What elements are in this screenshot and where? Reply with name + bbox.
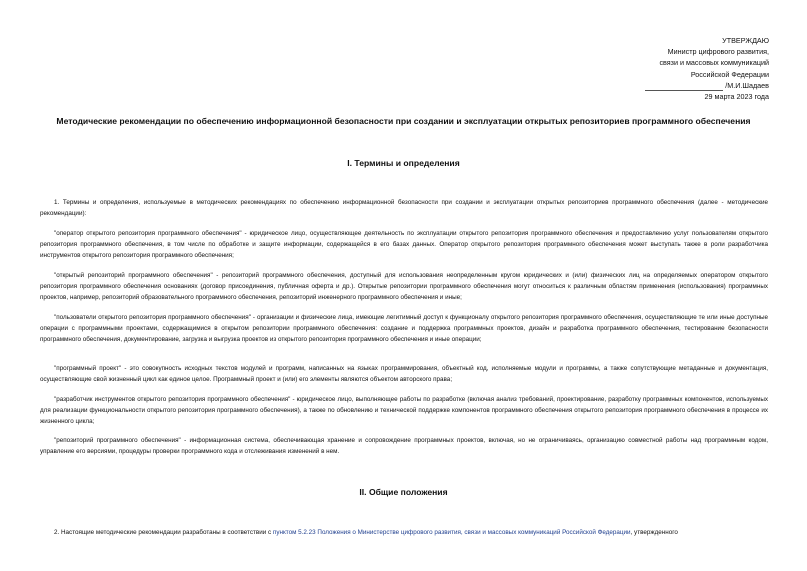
section-1-paragraph-2: "оператор открытого репозитория программного обеспечения" - юридическое лицо, осуществляющее деятельность по эксплуатации открытого репозитория программного обеспечения и предоставлению услуг пользователям открытого репозитория программного обеспечения, в том числе по обработке и защите информации, содержащейся в его базах данных. Оператор открытого репозитория программного обеспечения может выступать также в роли разработчика инструментов открытого репозитория программного обеспечения; <box>40 230 768 260</box>
legal-reference-link[interactable]: пунктом 5.2.23 Положения о Министерстве цифрового развития, связи и массовых коммуникаций Российской Федерации <box>272 529 631 536</box>
approval-position-line-1: Министр цифрового развития, <box>667 47 769 57</box>
section-2-heading: II. Общие положения <box>359 487 448 497</box>
approval-title: УТВЕРЖДАЮ <box>722 36 769 45</box>
section-1-paragraph-5: "программный проект" - это совокупность исходных текстов модулей и программ, написанных на языках программирования, объектный код, исполняемые модули и программы, а также сопутствующие метаданные и документация, осуществляющие свой жизненный цикл как единое целое. Программный проект и (или) его элементы являются объектом авторского права; <box>40 365 768 384</box>
section-2-paragraph-1-start: 2. Настоящие методические рекомендации разработаны в соответствии с <box>54 529 273 536</box>
approval-position-line-3: Российской Федерации <box>690 69 769 79</box>
section-1-paragraph-6: "разработчик инструментов открытого репозитория программного обеспечения" - юридическое лицо, выполняющее работы по разработке (включая анализ требований, проектирование, разработку программных компонентов, используемых для реализации функциональности открытого репозитория программного обеспечения), а также по обновлению и технической поддержке компонентов программного обеспечения открытого репозитория программного обеспечения в процессе их жизненного цикла; <box>40 396 768 426</box>
section-1-paragraph-1: 1. Термины и определения, используемые в методических рекомендациях по обеспечению информационной безопасности при создании и эксплуатации открытых репозиториев программного обеспечения (далее - методические рекомендации): <box>40 199 768 218</box>
section-2-paragraph-1 <box>40 527 768 538</box>
approval-date: 29 марта 2023 года <box>704 92 769 102</box>
approval-block <box>509 35 769 102</box>
approval-signature: /М.И.Шадаев <box>725 80 769 90</box>
section-2-paragraph-1-end: , утвержденного <box>630 529 678 536</box>
signature-line <box>645 83 723 91</box>
approval-position-line-2: связи и массовых коммуникаций <box>659 58 769 68</box>
section-1-paragraph-4: "пользователи открытого репозитория программного обеспечения" - организации и физические лица, имеющие легитимный доступ к функционалу открытого репозитория программного обеспечения, осуществляющие те или иные доступные операции с программными проектами, содержащимися в открытом репозитории программного обеспечения: создание и поддержка программных проектов, дизайн и разработка программного обеспечения, тестирование безопасности программного обеспечения, документирование, загрузка и выгрузка проектов из открытого репозитория программного обеспечения и иные операции; <box>40 314 768 344</box>
section-1-paragraph-3: "открытый репозиторий программного обеспечения" - репозиторий программного обеспечения, доступный для использования неопределенным кругом юридических и (или) физических лиц на определяемых оператором открытого репозитория программного обеспечения основаниях (договор присоединения, публичная оферта и др.). Открытые репозитории программного обеспечения могут относиться к различным областям применения (использования) программных проектов, например, репозиторий образовательного программного обеспечения, репозиторий инженерного программного обеспечения и иные; <box>40 272 768 302</box>
approval-signature-row <box>509 80 769 91</box>
document-title: Методические рекомендации по обеспечению информационной безопасности при создании и эксплуатации открытых репозиториев программного обеспечения <box>56 116 751 126</box>
section-1-heading: I. Термины и определения <box>347 158 460 168</box>
section-1-paragraph-7: "репозиторий программного обеспечения" - информационная система, обеспечивающая хранение и сопровождение программных проектов, включая, но не ограничиваясь, организацию совместной работы над программным кодом, управление его версиями, процедуры проверки программного кода и отслеживания изменений в нем. <box>40 437 768 456</box>
